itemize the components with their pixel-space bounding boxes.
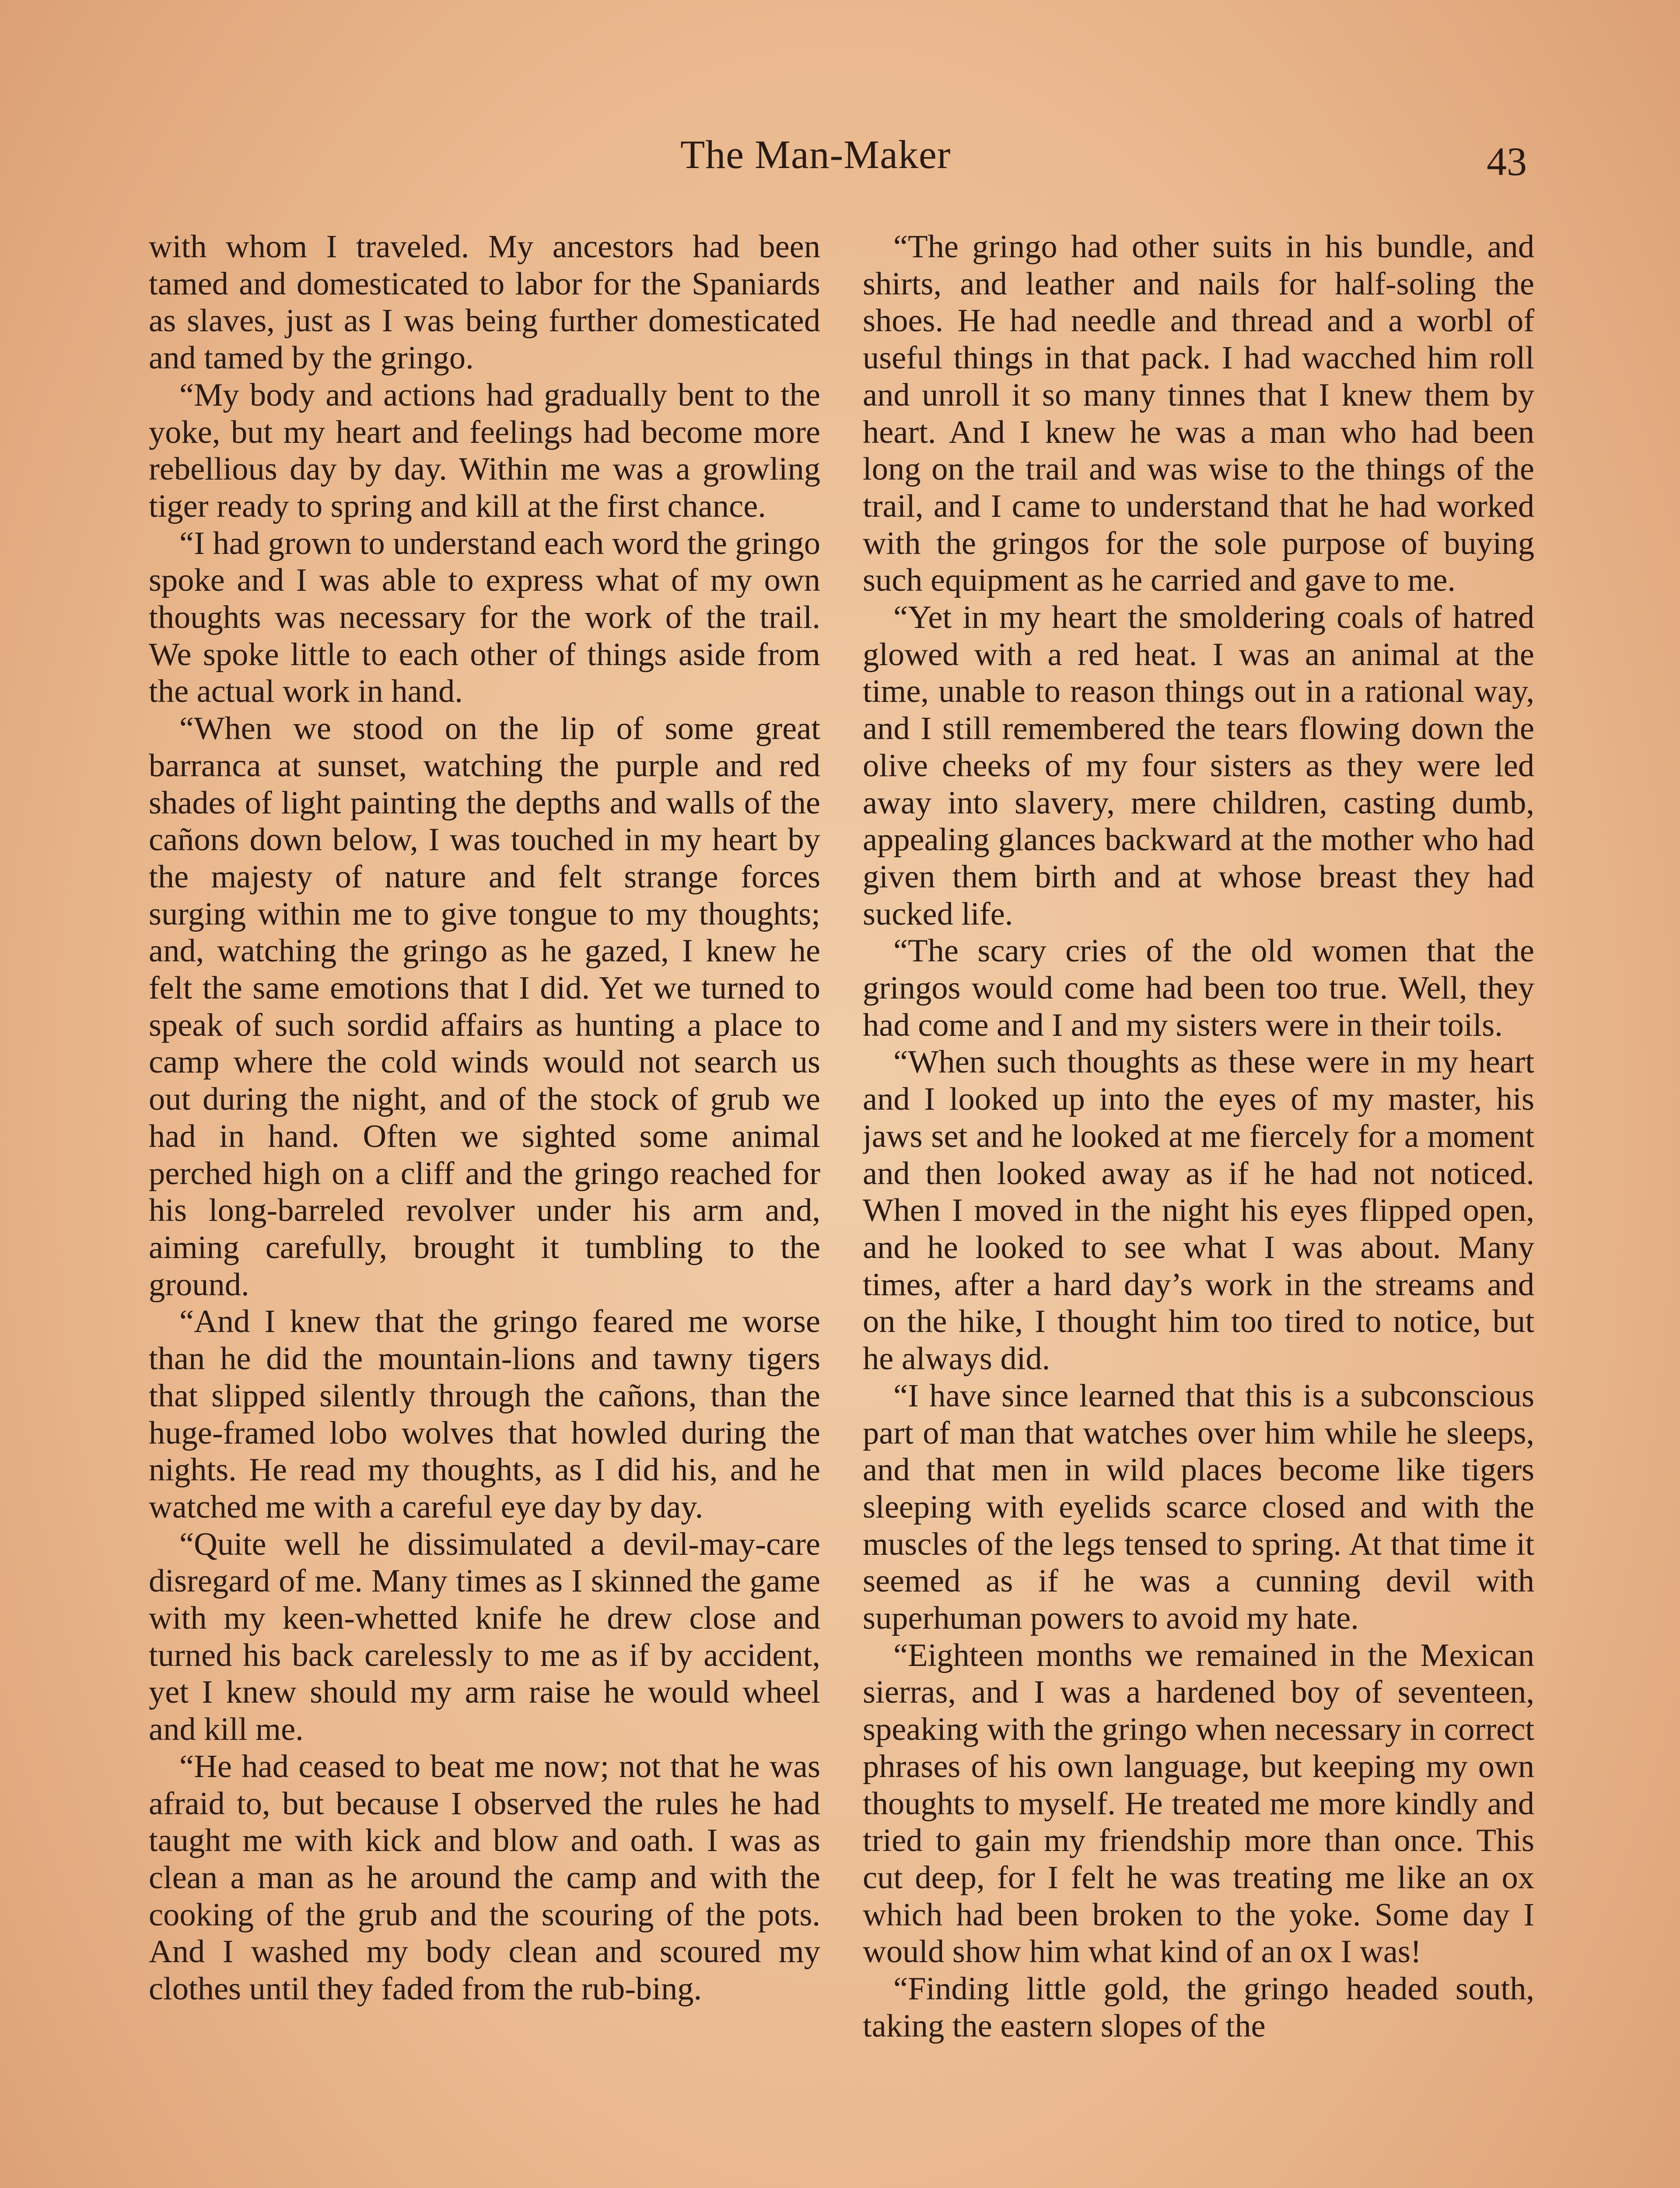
paragraph: “Eighteen months we remained in the Mexican sierras, and I was a hardened boy of seventeen, speaking with the gringo when necessary in correct phrases of his own language, but keeping my own thoughts to myself. He treated me more kindly and tried to gain my friendship more than once. This cut deep, for I felt he was treating me like an ox which had been broken to the yoke. Some day I would show him what kind of an ox I was! [863,1637,1534,1970]
paragraph: “And I knew that the gringo feared me worse than he did the mountain-lions and tawny tigers that slipped silently through the cañons, than the huge-framed lobo wolves that howled during the nights. He read my thoughts, as I did his, and he watched me with a careful eye day by day. [149,1304,820,1525]
left-column [149,228,820,2188]
paragraph: “The scary cries of the old women that the gringos would come had been too true. Well, they had come and I and my sisters were in their toils. [863,933,1534,1043]
paragraph: with whom I traveled. My ancestors had been tamed and domesticated to labor for the Spaniards as slaves, just as I was being further domesticated and tamed by the gringo. [149,229,820,376]
paragraph: “When such thoughts as these were in my heart and I looked up into the eyes of my master, his jaws set and he looked at me fiercely for a moment and then looked away as if he had not noticed. When I moved in the night his eyes flipped open, and he looked to see what I was about. Many times, after a hard day’s work in the streams and on the hike, I thought him too tired to notice, but he always did. [863,1044,1534,1377]
paragraph: “Finding little gold, the gringo headed south, taking the eastern slopes of the [863,1971,1534,2044]
running-title: The Man-Maker [680,132,951,177]
paragraph: “He had ceased to beat me now; not that he was afraid to, but because I observed the rules he had taught me with kick and blow and oath. I was as clean a man as he around the camp and with the cooking of the grub and the scouring of the pots. And I washed my body clean and scoured my clothes until they faded from the rub-bing. [149,1748,820,2007]
paragraph: “My body and actions had gradually bent to the yoke, but my heart and feelings had become more rebellious day by day. Within me was a growling tiger ready to spring and kill at the first chance. [149,377,820,524]
paragraph: “The gringo had other suits in his bundle, and shirts, and leather and nails for half-soling the shoes. He had needle and thread and a worbl of useful things in that pack. I had wacched him roll and unroll it so many tinnes that I knew them by heart. And I knew he was a man who had been long on the trail and was wise to the things of the trail, and I came to understand that he had worked with the gringos for the sole purpose of buying such equipment as he carried and gave to me. [863,229,1534,599]
paragraph: “I had grown to understand each word the gringo spoke and I was able to express what of my own thoughts was necessary for the work of the trail. We spoke little to each other of things aside from the actual work in hand. [149,525,820,710]
right-column [863,228,1534,2188]
paragraph: “When we stood on the lip of some great barranca at sunset, watching the purple and red shades of light painting the depths and walls of the cañons down below, I was touched in my heart by the majesty of nature and felt strange forces surging within me to give tongue to my thoughts; and, watching the gringo as he gazed, I knew he felt the same emotions that I did. Yet we turned to speak of such sordid affairs as hunting a place to camp where the cold winds would not search us out during the night, and of the stock of grub we had in hand. Often we sighted some animal perched high on a cliff and the gringo reached for his long-barreled revolver under his arm and, aiming carefully, brought it tumbling to the ground. [149,711,820,1303]
paragraph: “Quite well he dissimulated a devil-may-care disregard of me. Many times as I skinned the game with my keen-whetted knife he drew close and turned his back carelessly to me as if by accident, yet I knew should my arm raise he would wheel and kill me. [149,1526,820,1748]
page-number: 43 [1487,139,1527,184]
paragraph: “I have since learned that this is a subconscious part of man that watches over him while he sleeps, and that men in wild places become like tigers sleeping with eyelids scarce closed and with the muscles of the legs tensed to spring. At that time it seemed as if he was a cunning devil with superhuman powers to avoid my hate. [863,1378,1534,1637]
page-header [0,131,1680,193]
paragraph: “Yet in my heart the smoldering coals of hatred glowed with a red heat. I was an animal at the time, unable to reason things out in a rational way, and I still remembered the tears flowing down the olive cheeks of my four sisters as they were led away into slavery, mere children, casting dumb, appealing glances backward at the mother who had given them birth and at whose breast they had sucked life. [863,600,1534,932]
